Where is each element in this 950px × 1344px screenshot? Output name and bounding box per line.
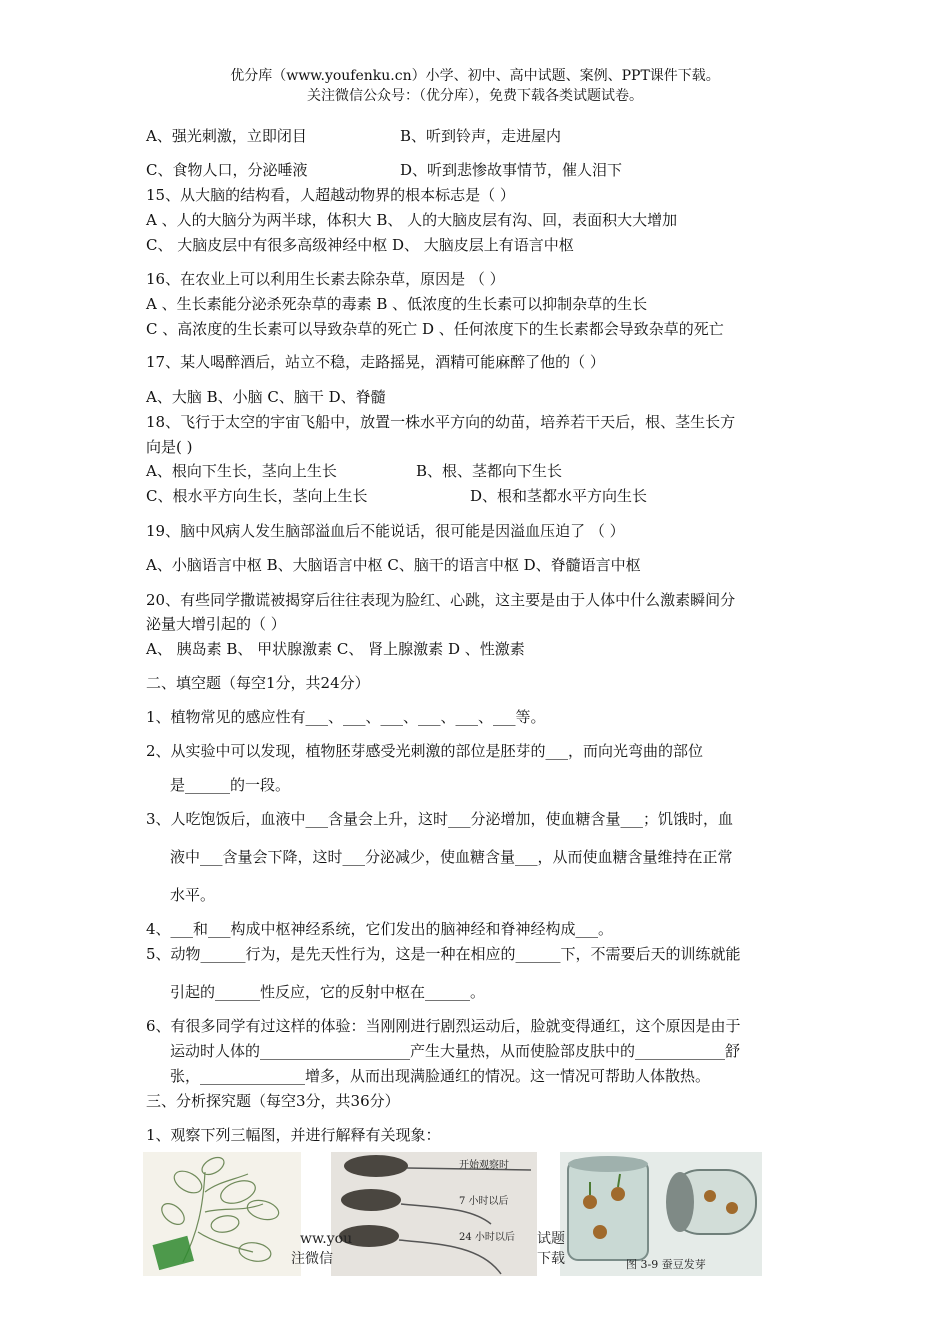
q20-stem-line1: 20、有些同学撒谎被揭穿后往往表现为脸红、心跳，这主要是由于人体中什么激素瞬间分 — [146, 591, 736, 609]
q15-options-cd: C、 大脑皮层中有很多高级神经中枢 D、 大脑皮层上有语言中枢 — [146, 236, 574, 254]
fill-q3-line3: 水平。 — [170, 886, 216, 904]
fill-q6-line3: 张，______________增多，从而出现满脸通红的情况。这一情况可帮助人体散热。 — [170, 1067, 711, 1085]
fig3-caption: 图 3-9 蚕豆发芽 — [626, 1258, 706, 1271]
q14-option-c: C、食物人口，分泌唾液 — [146, 161, 308, 179]
q14-option-b: B、听到铃声，走进屋内 — [400, 127, 562, 145]
q16-options-ab: A 、生长素能分泌杀死杂草的毒素 B 、低浓度的生长素可以抑制杂草的生长 — [146, 295, 648, 313]
fill-q6-line2: 运动时人体的____________________产生大量热，从而使脸部皮肤中的____________舒 — [170, 1042, 741, 1060]
fig2-label-7h: 7 小时以后 — [459, 1196, 509, 1207]
q18-option-b: B、根、茎都向下生长 — [416, 462, 563, 480]
fill-q4: 4、___和___构成中枢神经系统，它们发出的脑神经和脊神经构成___。 — [146, 920, 614, 938]
footer-watermark-line2-right: 下载 — [537, 1251, 565, 1267]
q19-stem: 19、脑中风病人发生脑部溢血后不能说话，很可能是因溢血压迫了 （ ） — [146, 522, 625, 540]
q18-option-a: A、根向下生长，茎向上生长 — [146, 462, 337, 480]
fill-q2-line2: 是______的一段。 — [170, 776, 291, 794]
header-line-1: 优分库（www.youfenku.cn）小学、初中、高中试题、案例、PPT课件下载。 — [230, 68, 720, 84]
footer-watermark-line1-left: ww.you — [300, 1231, 353, 1247]
q16-stem: 16、在农业上可以利用生长素去除杂草，原因是 （ ） — [146, 270, 505, 288]
fig2-label-start: 开始观察时 — [459, 1160, 509, 1171]
q16-options-cd: C 、高浓度的生长素可以导致杂草的死亡 D 、任何浓度下的生长素都会导致杂草的死亡 — [146, 320, 724, 338]
q17-options: A、大脑 B、小脑 C、脑干 D、脊髓 — [146, 388, 386, 406]
figure-seedling-growth — [331, 1152, 537, 1276]
plant-sketch-drawing — [143, 1152, 301, 1276]
figure-bean-germination — [560, 1152, 762, 1276]
q19-options: A、小脑语言中枢 B、大脑语言中枢 C、脑干的语言中枢 D、脊髓语言中枢 — [146, 556, 641, 574]
figure-plant-sketch — [143, 1152, 301, 1276]
analysis-q1: 1、观察下列三幅图，并进行解释有关现象： — [146, 1126, 441, 1144]
page-header — [0, 66, 950, 106]
q18-stem-line2: 向是( ) — [146, 438, 193, 456]
fig2-label-24h: 24 小时以后 — [459, 1232, 515, 1243]
q15-stem: 15、从大脑的结构看，人超越动物界的根本标志是（ ） — [146, 186, 515, 204]
q18-stem-line1: 18、飞行于太空的宇宙飞船中，放置一株水平方向的幼苗，培养若干天后，根、茎生长方 — [146, 413, 736, 431]
footer-watermark-line1-right: 试题 — [537, 1231, 565, 1247]
fill-q3-line2: 液中___含量会下降，这时___分泌减少，使血糖含量___，从而使血糖含量维持在正常 — [170, 848, 733, 866]
fill-q1: 1、植物常见的感应性有___、___、___、___、___、___等。 — [146, 708, 546, 726]
q14-option-a: A、强光刺激，立即闭目 — [146, 127, 307, 145]
section3-title: 三、分析探究题（每空3分，共36分） — [146, 1092, 400, 1110]
footer-watermark-line2-left: 注微信 — [291, 1251, 333, 1267]
q14-option-d: D、听到悲惨故事情节，催人泪下 — [400, 161, 623, 179]
fill-q3-line1: 3、人吃饱饭后，血液中___含量会上升，这时___分泌增加，使血糖含量___；饥饿时，血 — [146, 810, 734, 828]
q20-options: A、 胰岛素 B、 甲状腺激素 C、 肾上腺激素 D 、性激素 — [146, 640, 525, 658]
q18-option-d: D、根和茎都水平方向生长 — [470, 487, 648, 505]
fill-q5-line2: 引起的______性反应，它的反射中枢在______。 — [170, 983, 486, 1001]
q20-stem-line2: 泌量大增引起的（ ） — [146, 615, 286, 633]
fill-q2-line1: 2、从实验中可以发现，植物胚芽感受光刺激的部位是胚芽的___，而向光弯曲的部位 — [146, 742, 704, 760]
q18-option-c: C、根水平方向生长，茎向上生长 — [146, 487, 368, 505]
header-line-2: 关注微信公众号：（优分库），免费下载各类试题试卷。 — [307, 88, 643, 104]
fill-q5-line1: 5、动物______行为，是先天性行为，这是一种在相应的______下，不需要后天的训练就能 — [146, 945, 741, 963]
fill-q6-line1: 6、有很多同学有过这样的体验：当刚刚进行剧烈运动后，脸就变得通红，这个原因是由于 — [146, 1017, 741, 1035]
q17-stem: 17、某人喝醉酒后，站立不稳，走路摇晃，酒精可能麻醉了他的（ ） — [146, 353, 605, 371]
section2-title: 二、填空题（每空1分，共24分） — [146, 674, 370, 692]
q15-options-ab: A 、人的大脑分为两半球，体积大 B、 人的大脑皮层有沟、回，表面积大大增加 — [146, 211, 678, 229]
